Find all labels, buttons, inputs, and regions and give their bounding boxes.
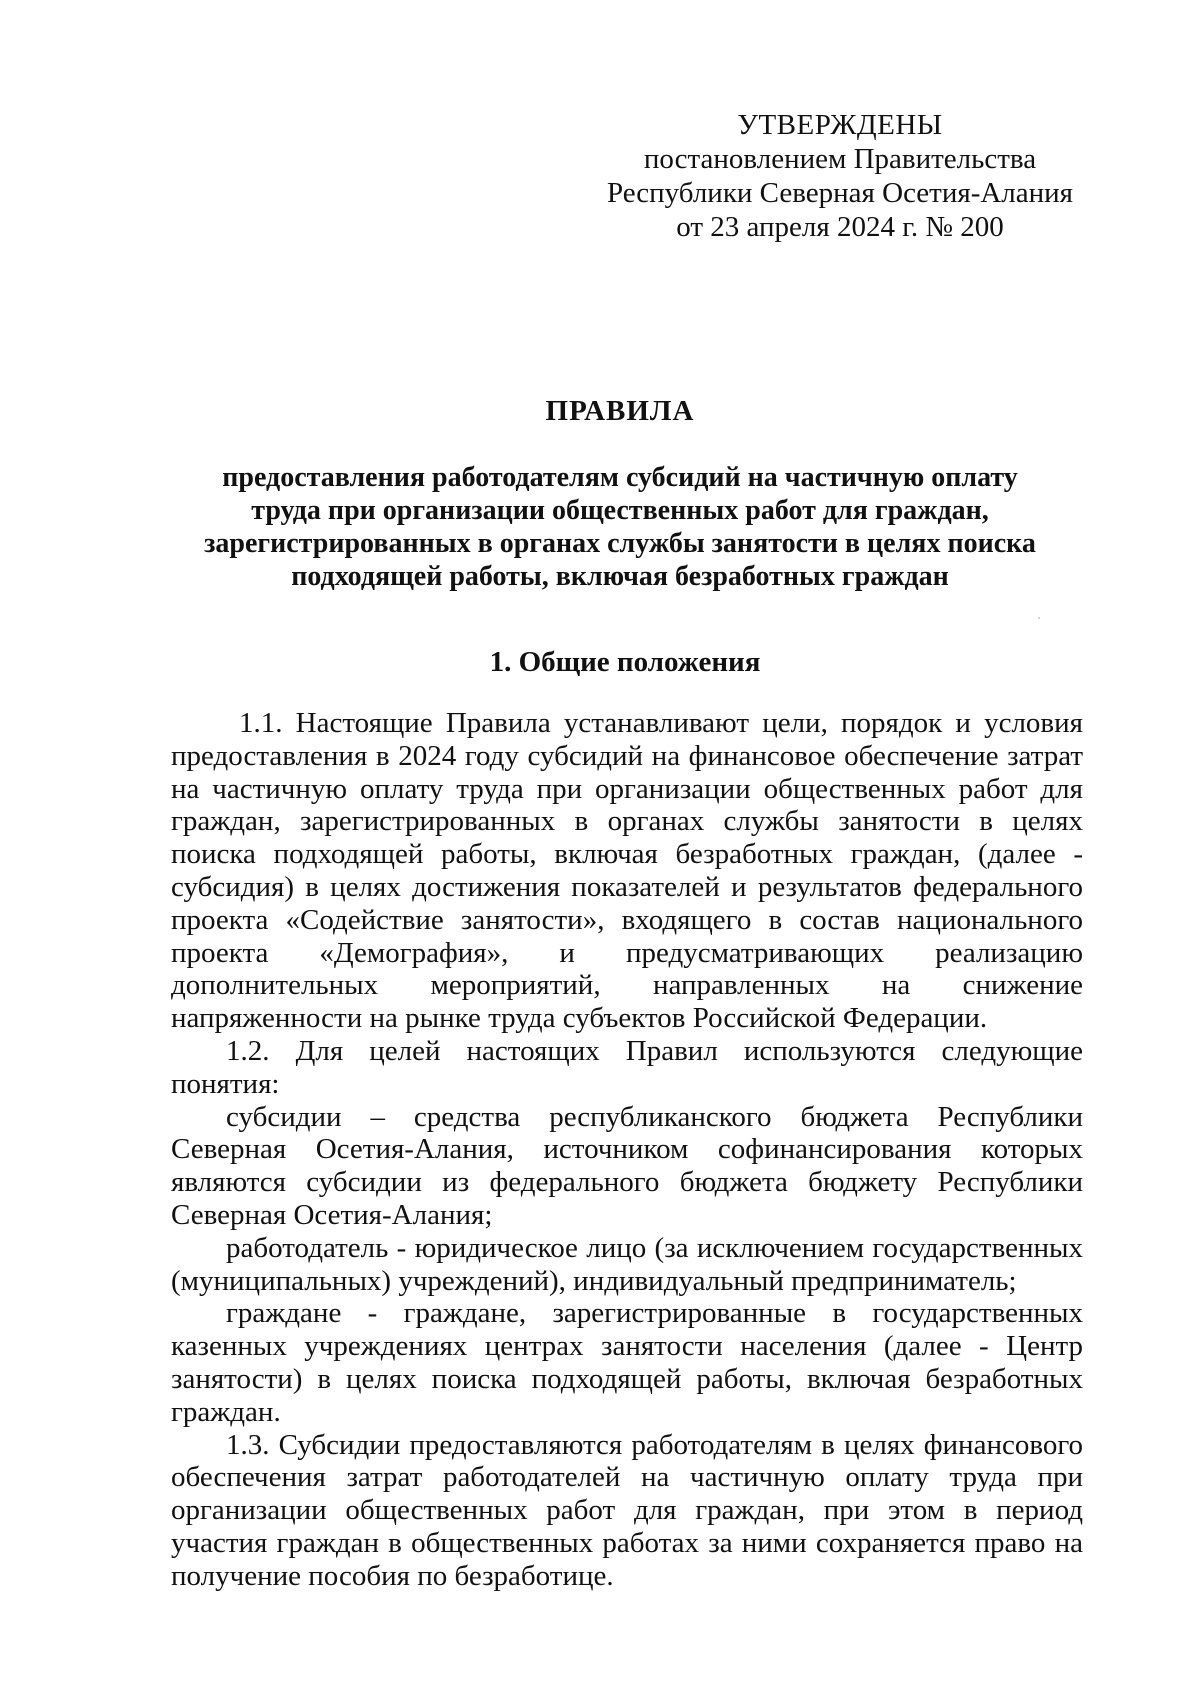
subtitle-line-1: предоставления работодателям субсидий на частичную оплату [222, 462, 1018, 493]
scan-speck [1038, 617, 1040, 619]
document-title: ПРАВИЛА [545, 395, 695, 427]
approval-line-2: Республики Северная Осетия-Алания [606, 177, 1074, 209]
subtitle-line-2: труда при организации общественных работ для граждан, [251, 495, 989, 526]
approval-stamp [600, 108, 1080, 244]
section-body [171, 707, 1083, 1593]
paragraph-definition-citizens: граждане - граждане, зарегистрированные в государственных казенных учреждениях центрах занятости населения (далее - Центр занятости) в целях поиска подходящей работы, включая безработных граждан. [171, 1297, 1083, 1428]
approval-line-3: от 23 апреля 2024 г. № 200 [676, 211, 1004, 243]
subtitle-line-4: подходящей работы, включая безработных граждан [291, 561, 949, 592]
subtitle-line-3: зарегистрированных в органах службы занятости в целях поиска [204, 528, 1036, 559]
approval-title: УТВЕРЖДЕНЫ [737, 109, 943, 141]
document-subtitle [170, 461, 1070, 593]
approval-line-1: постановлением Правительства [643, 143, 1037, 175]
paragraph-definition-subsidy: субсидии – средства республиканского бюджета Республики Северная Осетия-Алания, источником софинансирования которых являются субсидии из федерального бюджета бюджету Республики Северная Осетия-Алания; [171, 1100, 1083, 1231]
paragraph-1-3: 1.3. Субсидии предоставляются работодателям в целях финансового обеспечения затрат работодателей на частичную оплату труда при организации общественных работ для граждан, при этом в период участия граждан в общественных работах за ними сохраняется право на получение пособия по безработице. [171, 1428, 1083, 1592]
paragraph-definition-employer: работодатель - юридическое лицо (за исключением государственных (муниципальных) учреждений), индивидуальный предприниматель; [171, 1231, 1083, 1297]
section-heading: 1. Общие положения [489, 646, 761, 678]
paragraph-1-2: 1.2. Для целей настоящих Правил используются следующие понятия: [171, 1034, 1083, 1100]
paragraph-1-1: 1.1. Настоящие Правила устанавливают цели, порядок и условия предоставления в 2024 году субсидий на финансовое обеспечение затрат на частичную оплату труда при организации общественных работ для граждан, зарегистрированных в органах службы занятости в целях поиска подходящей работы, включая безработных граждан, (далее - субсидия) в целях достижения показателей и результатов федерального проекта «Содействие занятости», входящего в состав национального проекта «Демография», и предусматривающих реализацию дополнительных мероприятий, направленных на снижение напряженности на рынке труда субъектов Российской Федерации. [171, 707, 1083, 1035]
